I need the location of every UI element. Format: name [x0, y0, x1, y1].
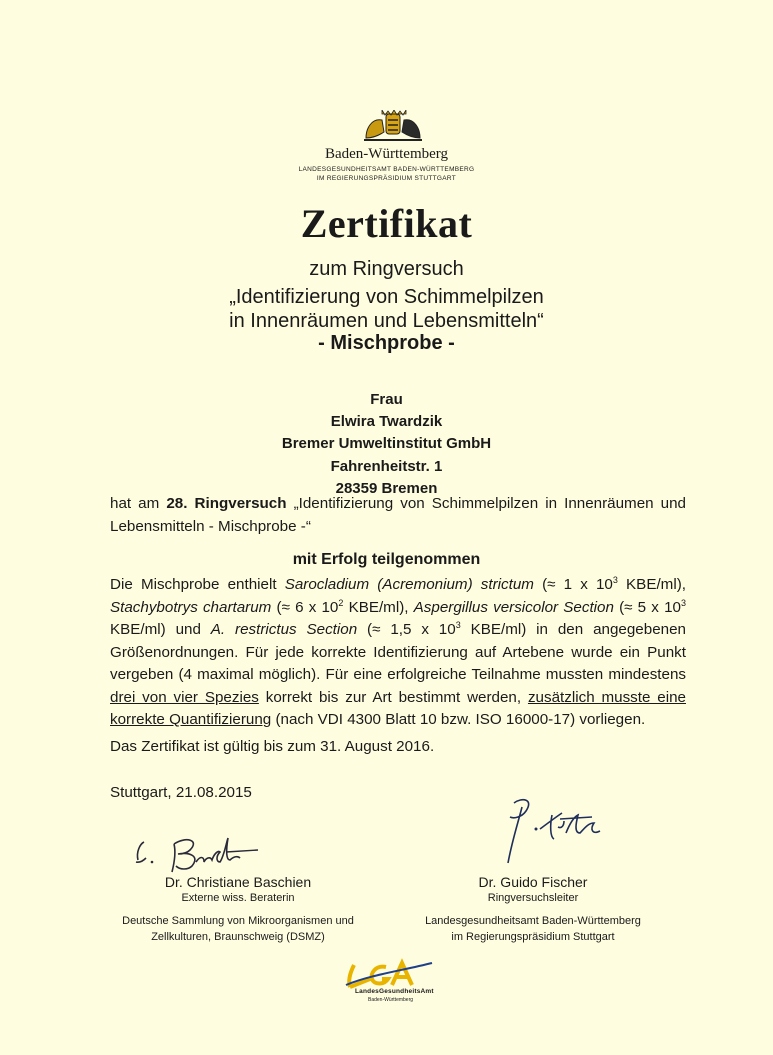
exponent: 2 [338, 597, 344, 608]
recipient-company: Bremer Umweltinstitut GmbH [281, 435, 492, 452]
participation-paragraph [110, 493, 686, 538]
recipient-salutation: Frau [370, 391, 403, 408]
intro-line-2: „Identifizierung von Schimmelpilzen [229, 286, 544, 308]
state-name: Baden-Württemberg [324, 146, 448, 162]
p2-text: Die Mischprobe enthielt [110, 576, 285, 593]
success-statement: mit Erfolg teilgenommen [292, 551, 481, 568]
p1-round-number: 28. Ringversuch [166, 495, 287, 512]
place-date: Stuttgart, 21.08.2015 [110, 784, 252, 801]
intro-line-1: zum Ringversuch [309, 258, 464, 280]
species-3: Aspergillus versicolor Section [413, 598, 614, 616]
p2-text: (≈ 1,5 x 10 [357, 621, 456, 638]
species-1: Sarocladium (Acremonium) strictum [284, 576, 534, 593]
agency-line-2: IM REGIERUNGSPRÄSIDIUM STUTTGART [316, 175, 457, 182]
underlined-requirement-1: drei von vier Spezies [110, 688, 259, 706]
signatory-2-org [393, 913, 673, 945]
intro-line-4: - Mischprobe - [318, 332, 455, 354]
signatory-1-org-line-1: Deutsche Sammlung von Mikroorganismen und [122, 915, 354, 927]
agency-line-1: LANDESGESUNDHEITSAMT BADEN-WÜRTTEMBERG [298, 166, 475, 173]
signatory-2-org-line-1: Landesgesundheitsamt Baden-Württemberg [425, 915, 641, 927]
certificate-title: Zertifikat [300, 201, 473, 246]
p2-text: KBE/ml) in den angegebenen Größenordnungen. Für jede korrekte Identifizierung auf Artebene wurde ein Punkt vergeben (4 maximal möglich). Für eine erfolgreiche Teilnahme mussten mindestens [110, 621, 686, 683]
recipient-name: Elwira Twardzik [330, 413, 443, 430]
exponent: 3 [612, 574, 618, 585]
details-paragraph [110, 574, 686, 732]
p1-text-a: hat am [110, 495, 167, 512]
p2-text: (nach VDI 4300 Blatt 10 bzw. ISO 16000-17) vorliegen. [271, 711, 646, 728]
p2-text: (≈ 6 x 10 [271, 598, 339, 616]
recipient-city: 28359 Bremen [335, 480, 438, 497]
signatory-1-role: Externe wiss. Beraterin [181, 892, 295, 904]
lga-logo-line-1: LandesGesundheitsAmt [355, 988, 434, 995]
exponent: 3 [680, 597, 686, 608]
signatory-1-name: Dr. Christiane Baschien [164, 874, 312, 890]
signatory-2-name: Dr. Guido Fischer [478, 874, 588, 890]
p2-text: KBE/ml), [343, 598, 414, 616]
signatory-1-org-line-2: Zellkulturen, Braunschweig (DSMZ) [151, 931, 325, 943]
p1-text-b: „Identifizierung von Schimmelpilzen in Innenräumen und Lebensmitteln - Mischprobe -“ [110, 495, 686, 535]
signature-baschien-icon [130, 822, 270, 877]
signatory-2-org-line-2: im Regierungspräsidium Stuttgart [451, 931, 615, 943]
signatory-1-org [98, 913, 378, 945]
signatory-2-role: Ringversuchsleiter [487, 892, 579, 904]
p2-text: (≈ 1 x 10 [533, 576, 613, 593]
lga-logo-line-2: Baden-Württemberg [368, 997, 414, 1003]
recipient-street: Fahrenheitstr. 1 [330, 458, 443, 475]
species-4: A. restrictus Section [210, 621, 358, 638]
intro-line-3: in Innenräumen und Lebensmitteln“ [229, 310, 544, 332]
p2-text: KBE/ml), [617, 576, 686, 593]
p2-text: (≈ 5 x 10 [613, 598, 681, 616]
validity-statement: Das Zertifikat ist gültig bis zum 31. August 2016. [110, 738, 435, 755]
signature-fischer-icon [500, 793, 615, 868]
p2-text: korrekt bis zur Art bestimmt werden, [258, 688, 528, 706]
underlined-requirement-2: zusätzlich musste eine korrekte Quantifizierung [110, 688, 686, 728]
species-2: Stachybotrys chartarum [110, 598, 272, 616]
p2-text: KBE/ml) und [110, 621, 211, 638]
exponent: 3 [455, 619, 461, 630]
coat-of-arms-icon [362, 110, 424, 144]
